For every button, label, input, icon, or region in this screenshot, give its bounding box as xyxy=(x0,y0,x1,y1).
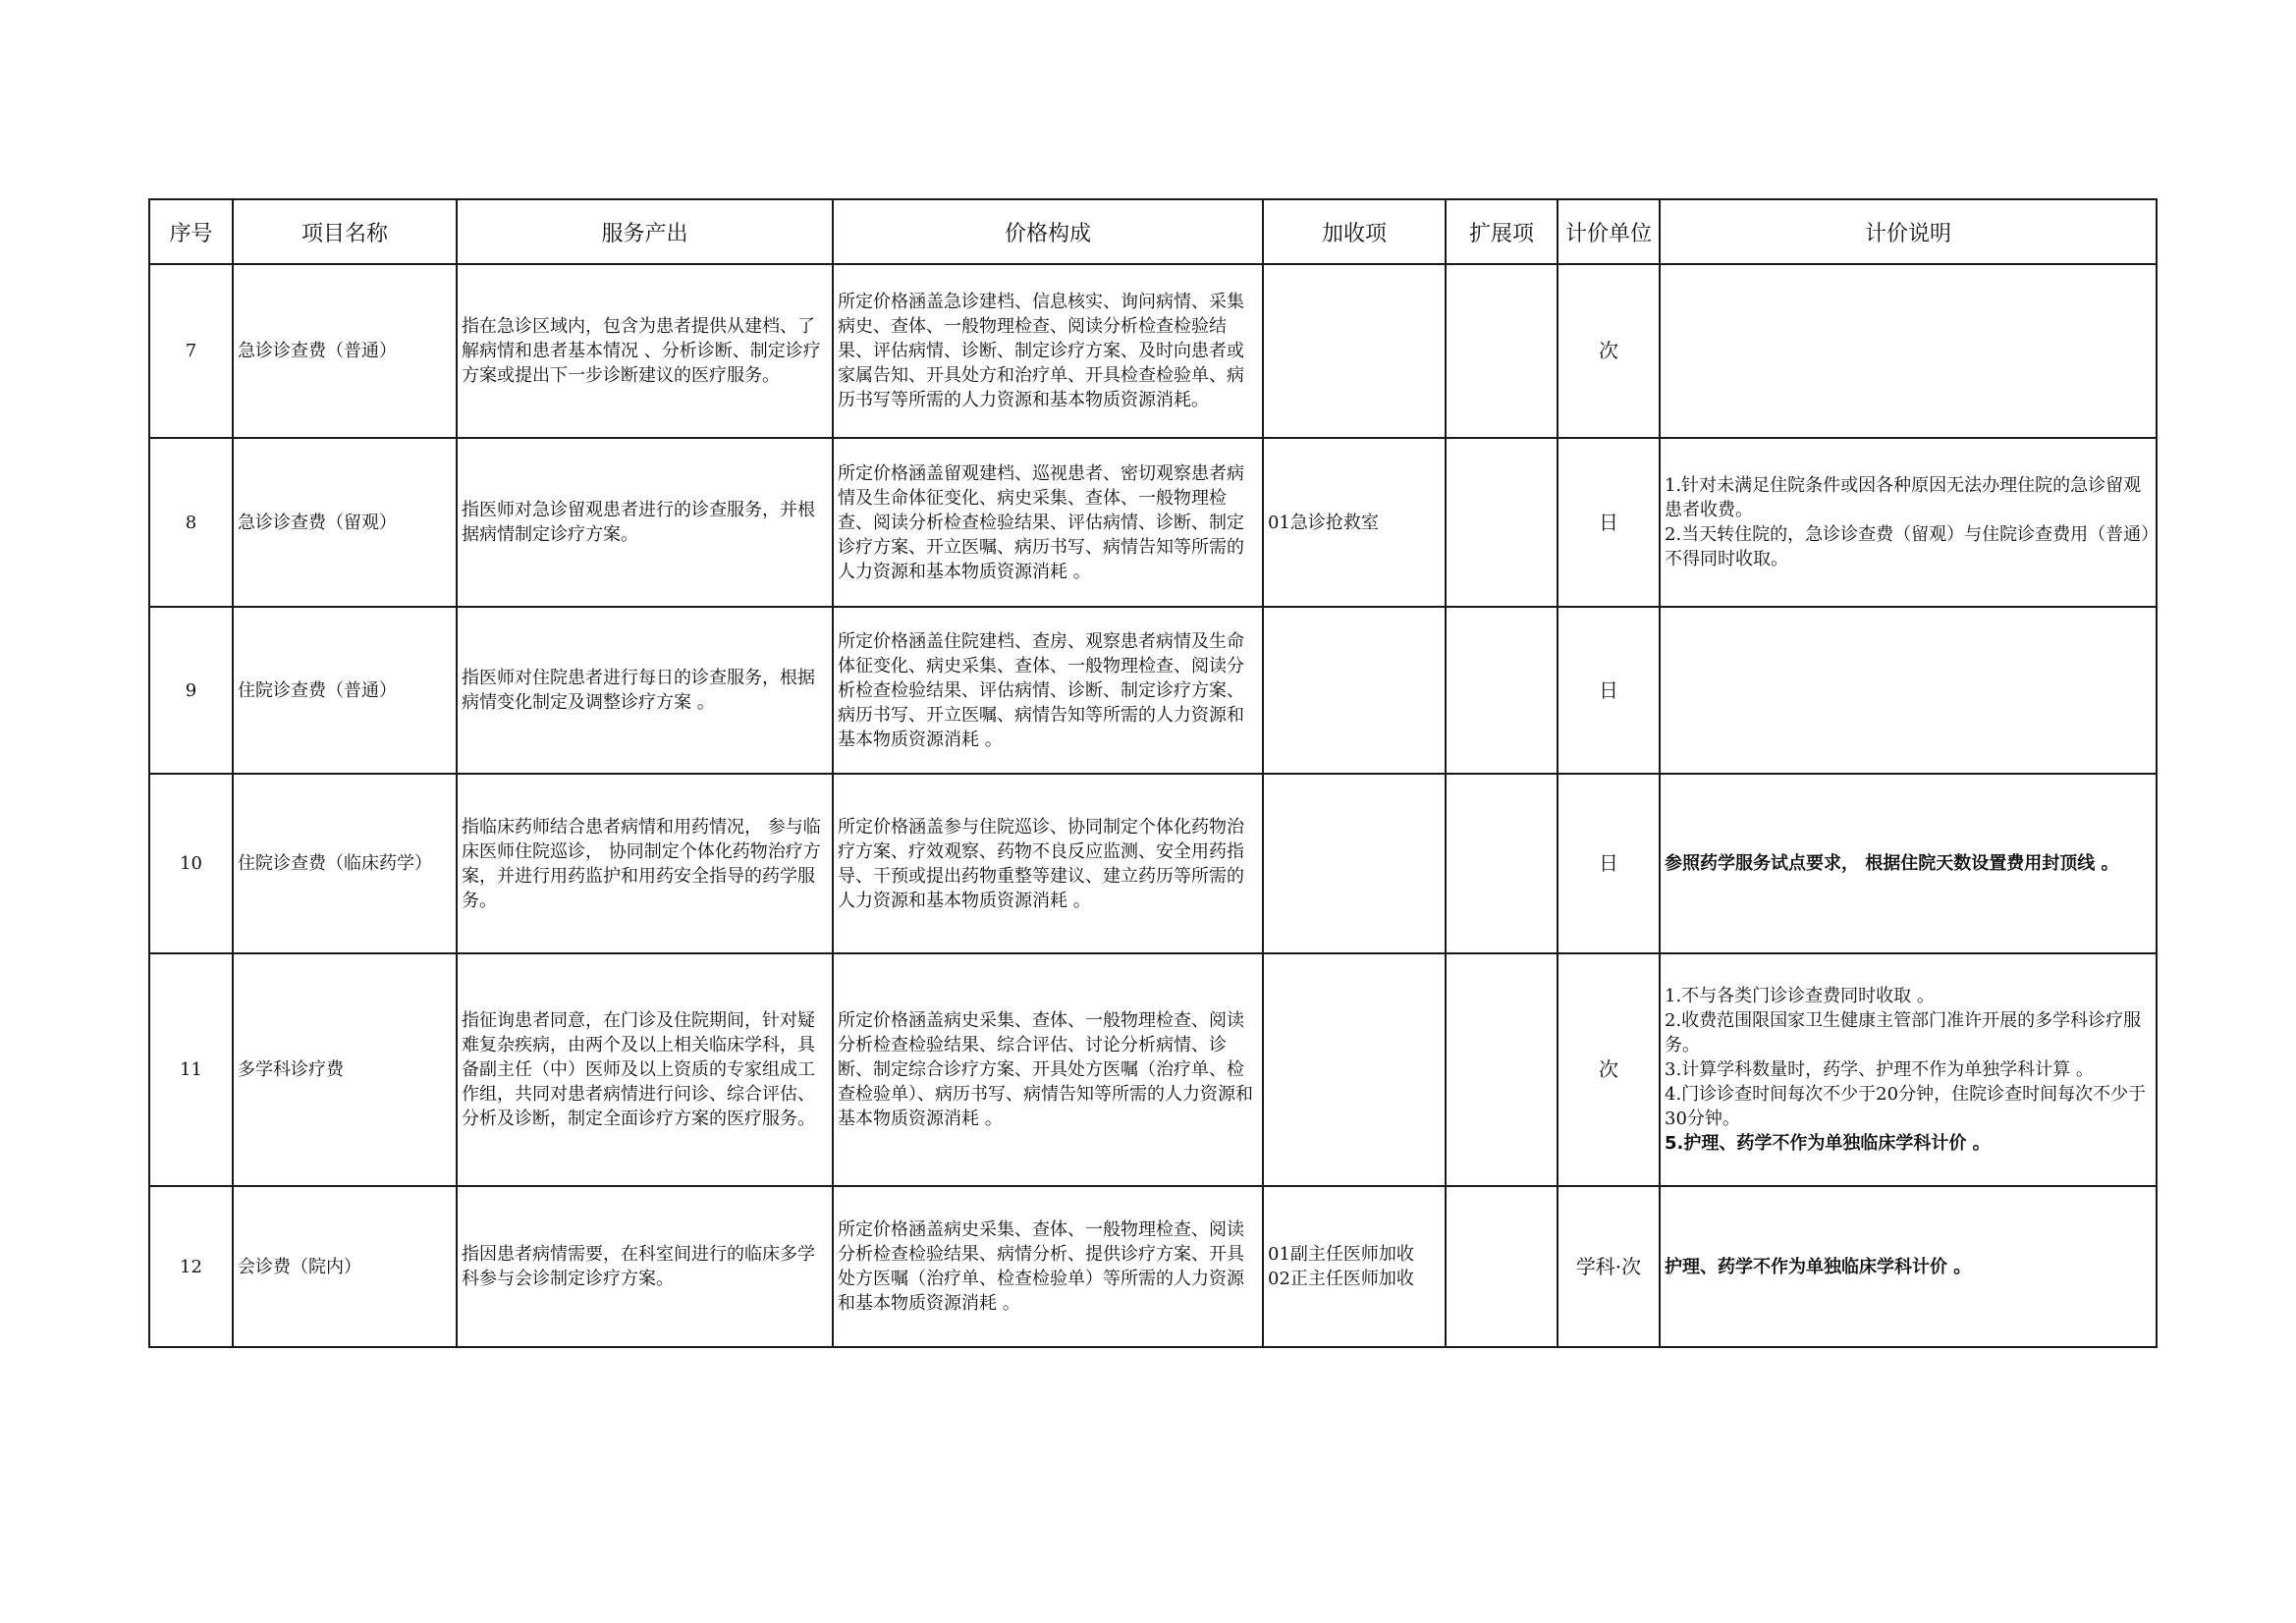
header-surcharge: 加收项 xyxy=(1263,199,1446,264)
header-price-composition: 价格构成 xyxy=(833,199,1263,264)
cell-price-composition: 所定价格涵盖住院建档、查房、观察患者病情及生命体征变化、病史采集、查体、一般物理检查、阅读分析检查检验结果、评估病情、诊断、制定诊疗方案、病历书写、开立医嘱、病情告知等所需的人力资源和基本物质资源消耗 。 xyxy=(833,607,1263,774)
cell-pricing-note xyxy=(1660,264,2157,438)
note-line: 2.当天转住院的，急诊诊查费（留观）与住院诊查费用（普通）不得同时收取。 xyxy=(1665,524,2151,569)
cell-unit: 日 xyxy=(1558,607,1660,774)
header-pricing-note: 计价说明 xyxy=(1660,199,2157,264)
cell-unit: 日 xyxy=(1558,438,1660,607)
cell-item-name: 急诊诊查费（普通） xyxy=(233,264,457,438)
cell-service-output: 指医师对住院患者进行每日的诊查服务，根据病情变化制定及调整诊疗方案 。 xyxy=(457,607,833,774)
cell-service-output: 指在急诊区域内，包含为患者提供从建档、了解病情和患者基本情况 、分析诊断、制定诊疗方案或提出下一步诊断建议的医疗服务。 xyxy=(457,264,833,438)
cell-surcharge xyxy=(1263,953,1446,1186)
cell-pricing-note xyxy=(1660,607,2157,774)
cell-unit: 学科·次 xyxy=(1558,1186,1660,1347)
surcharge-item: 01急诊抢救室 xyxy=(1268,512,1379,533)
cell-item-name: 多学科诊疗费 xyxy=(233,953,457,1186)
cell-price-composition: 所定价格涵盖病史采集、查体、一般物理检查、阅读分析检查检验结果、综合评估、讨论分析病情、诊断、制定综合诊疗方案、开具处方医嘱（治疗单、检查检验单）、病历书写、病情告知等所需的人力资源和基本物质资源消耗 。 xyxy=(833,953,1263,1186)
cell-service-output: 指征询患者同意，在门诊及住院期间，针对疑难复杂疾病，由两个及以上相关临床学科，具备副主任（中）医师及以上资质的专家组成工作组，共同对患者病情进行问诊、综合评估、分析及诊断，制定全面诊疗方案的医疗服务。 xyxy=(457,953,833,1186)
table-row xyxy=(149,264,2157,438)
cell-service-output: 指医师对急诊留观患者进行的诊查服务，并根据病情制定诊疗方案。 xyxy=(457,438,833,607)
table-row xyxy=(149,607,2157,774)
note-line: 参照药学服务试点要求， 根据住院天数设置费用封顶线 。 xyxy=(1665,853,2119,874)
cell-unit: 次 xyxy=(1558,953,1660,1186)
cell-pricing-note xyxy=(1660,438,2157,607)
table-row xyxy=(149,774,2157,953)
note-line: 4.门诊诊查时间每次不少于20分钟，住院诊查时间每次不少于30分钟。 xyxy=(1665,1084,2147,1129)
table-row xyxy=(149,438,2157,607)
cell-extension xyxy=(1446,1186,1558,1347)
cell-price-composition: 所定价格涵盖病史采集、查体、一般物理检查、阅读分析检查检验结果、病情分析、提供诊疗方案、开具处方医嘱（治疗单、检查检验单）等所需的人力资源和基本物质资源消耗 。 xyxy=(833,1186,1263,1347)
cell-service-output: 指临床药师结合患者病情和用药情况， 参与临床医师住院巡诊， 协同制定个体化药物治疗方案，并进行用药监护和用药安全指导的药学服务。 xyxy=(457,774,833,953)
cell-item-name: 住院诊查费（临床药学） xyxy=(233,774,457,953)
note-line: 护理、药学不作为单独临床学科计价 。 xyxy=(1665,1256,1972,1277)
header-extension: 扩展项 xyxy=(1446,199,1558,264)
cell-price-composition: 所定价格涵盖急诊建档、信息核实、询问病情、采集病史、查体、一般物理检查、阅读分析检查检验结果、评估病情、诊断、制定诊疗方案、及时向患者或家属告知、开具处方和治疗单、开具检查检验单、病历书写等所需的人力资源和基本物质资源消耗。 xyxy=(833,264,1263,438)
cell-seq: 10 xyxy=(149,774,233,953)
cell-surcharge xyxy=(1263,774,1446,953)
cell-surcharge xyxy=(1263,1186,1446,1347)
header-row xyxy=(149,199,2157,264)
header-service-output: 服务产出 xyxy=(457,199,833,264)
cell-service-output: 指因患者病情需要，在科室间进行的临床多学科参与会诊制定诊疗方案。 xyxy=(457,1186,833,1347)
table-row xyxy=(149,953,2157,1186)
pricing-table xyxy=(148,198,2158,1348)
header-unit: 计价单位 xyxy=(1558,199,1660,264)
cell-pricing-note xyxy=(1660,774,2157,953)
header-item-name: 项目名称 xyxy=(233,199,457,264)
table-row xyxy=(149,1186,2157,1347)
note-line: 1.针对未满足住院条件或因各种原因无法办理住院的急诊留观患者收费。 xyxy=(1665,475,2142,520)
cell-pricing-note xyxy=(1660,953,2157,1186)
note-line: 3.计算学科数量时，药学、护理不作为单独学科计算 。 xyxy=(1665,1059,2094,1080)
cell-extension xyxy=(1446,953,1558,1186)
cell-seq: 7 xyxy=(149,264,233,438)
cell-seq: 8 xyxy=(149,438,233,607)
note-line: 5.护理、药学不作为单独临床学科计价 。 xyxy=(1665,1133,1991,1154)
cell-seq: 11 xyxy=(149,953,233,1186)
cell-extension xyxy=(1446,264,1558,438)
cell-price-composition: 所定价格涵盖留观建档、巡视患者、密切观察患者病情及生命体征变化、病史采集、查体、一般物理检查、阅读分析检查检验结果、评估病情、诊断、制定诊疗方案、开立医嘱、病历书写、病情告知等所需的人力资源和基本物质资源消耗 。 xyxy=(833,438,1263,607)
cell-surcharge xyxy=(1263,438,1446,607)
cell-extension xyxy=(1446,607,1558,774)
cell-unit: 次 xyxy=(1558,264,1660,438)
cell-surcharge xyxy=(1263,264,1446,438)
cell-extension xyxy=(1446,774,1558,953)
cell-item-name: 住院诊查费（普通） xyxy=(233,607,457,774)
header-seq: 序号 xyxy=(149,199,233,264)
cell-unit: 日 xyxy=(1558,774,1660,953)
cell-item-name: 会诊费（院内） xyxy=(233,1186,457,1347)
cell-surcharge xyxy=(1263,607,1446,774)
note-line: 2.收费范围限国家卫生健康主管部门准许开展的多学科诊疗服务。 xyxy=(1665,1010,2142,1055)
cell-extension xyxy=(1446,438,1558,607)
surcharge-item: 02正主任医师加收 xyxy=(1268,1269,1414,1289)
cell-item-name: 急诊诊查费（留观） xyxy=(233,438,457,607)
cell-pricing-note xyxy=(1660,1186,2157,1347)
cell-seq: 12 xyxy=(149,1186,233,1347)
surcharge-item: 01副主任医师加收 xyxy=(1268,1244,1414,1265)
cell-seq: 9 xyxy=(149,607,233,774)
cell-price-composition: 所定价格涵盖参与住院巡诊、协同制定个体化药物治疗方案、疗效观察、药物不良反应监测、安全用药指导、干预或提出药物重整等建议、建立药历等所需的人力资源和基本物质资源消耗 。 xyxy=(833,774,1263,953)
note-line: 1.不与各类门诊诊查费同时收取 。 xyxy=(1665,986,1935,1006)
